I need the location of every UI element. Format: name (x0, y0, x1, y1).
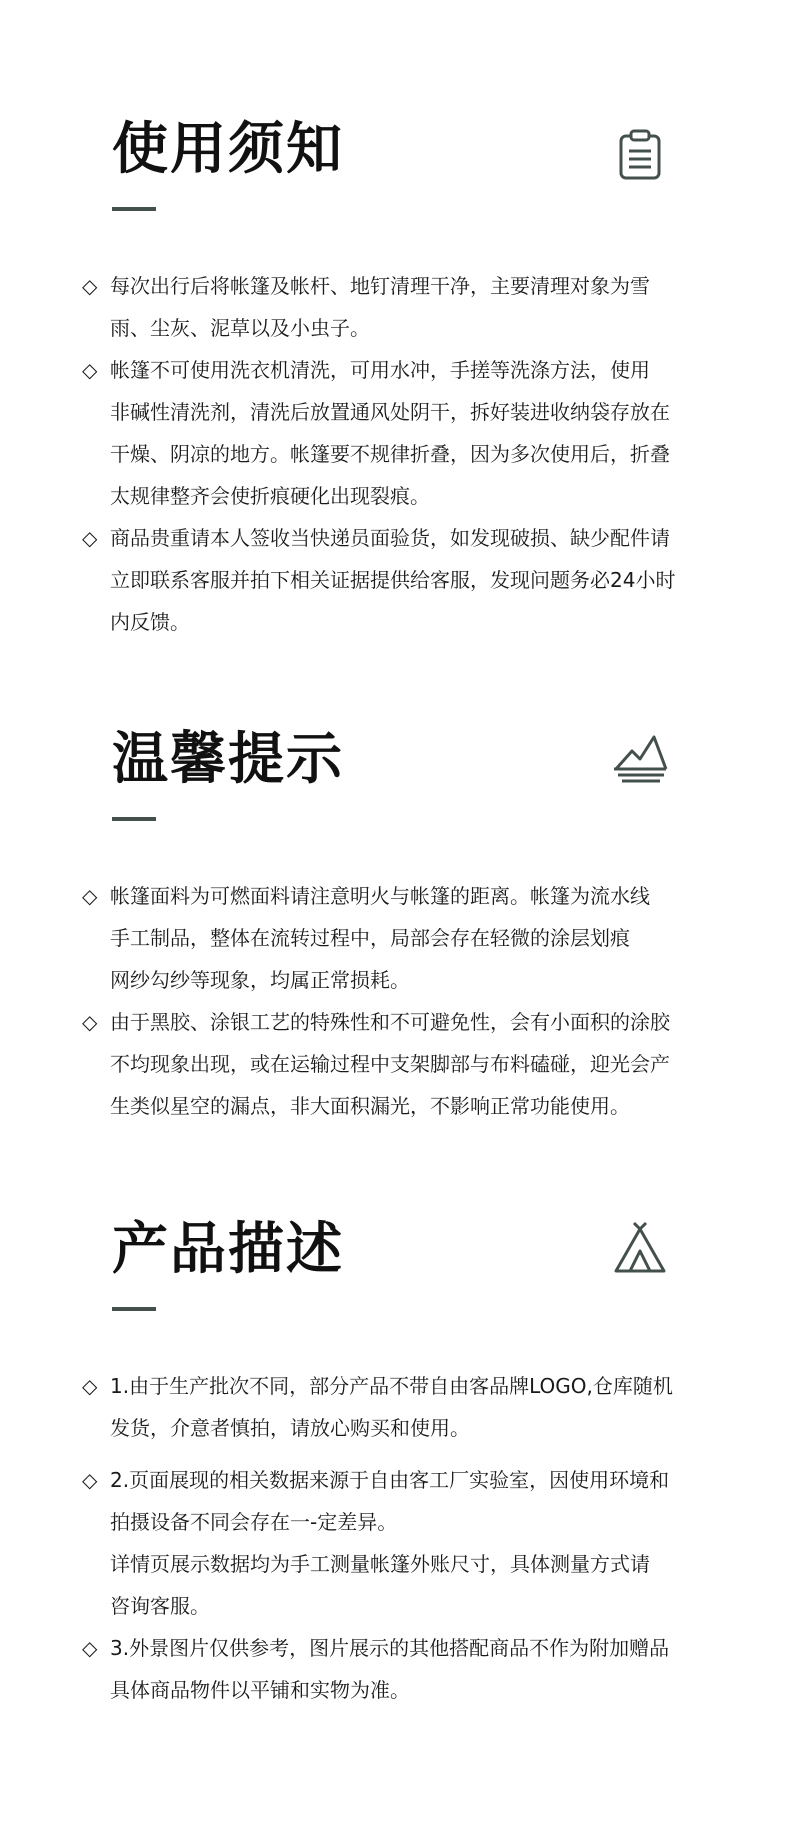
item-line: 干燥、阴凉的地方。帐篷要不规律折叠，因为多次使用后，折叠 (110, 442, 670, 466)
title-underline (112, 817, 156, 821)
clipboard-icon (612, 127, 668, 183)
item-line: 太规律整齐会使折痕硬化出现裂痕。 (110, 484, 430, 508)
diamond-bullet-icon: ◇ (82, 358, 98, 382)
item-line: 不均现象出现，或在运输过程中支架脚部与布料磕碰，迎光会产 (110, 1052, 670, 1076)
diamond-bullet-icon: ◇ (82, 884, 98, 908)
diamond-bullet-icon: ◇ (82, 274, 98, 298)
list-item (82, 1001, 722, 1127)
item-line: 具体商品物件以平铺和实物为准。 (110, 1678, 410, 1702)
product-description-list (82, 1365, 722, 1711)
list-item (82, 1459, 722, 1627)
item-line: 生类似星空的漏点，非大面积漏光，不影响正常功能使用。 (110, 1094, 630, 1118)
list-item (82, 1365, 722, 1449)
item-line: 咨询客服。 (110, 1594, 210, 1618)
list-item (82, 875, 722, 1001)
item-line: 帐篷不可使用洗衣机清洗，可用水冲，手搓等洗涤方法，使用 (110, 358, 650, 382)
item-line: 由于黑胶、涂银工艺的特殊性和不可避免性，会有小面积的涂胶 (110, 1010, 670, 1034)
title-underline (112, 207, 156, 211)
item-line: 详情页展示数据均为手工测量帐篷外账尺寸，具体测量方式请 (110, 1552, 650, 1576)
item-line: 1.由于生产批次不同，部分产品不带自由客品牌LOGO,仓库随机 (110, 1374, 673, 1398)
diamond-bullet-icon: ◇ (82, 1010, 98, 1034)
mountain-icon (612, 729, 668, 785)
item-line: 3.外景图片仅供参考，图片展示的其他搭配商品不作为附加赠品 (110, 1636, 670, 1660)
section-title: 温馨提示 (112, 727, 344, 792)
usage-notes-list (82, 265, 722, 643)
item-line: 网纱勾纱等现象，均属正常损耗。 (110, 968, 410, 992)
diamond-bullet-icon: ◇ (82, 1374, 98, 1398)
item-line: 2.页面展现的相关数据来源于自由客工厂实验室，因使用环境和 (110, 1468, 670, 1492)
list-item (82, 265, 722, 349)
item-line: 立即联系客服并拍下相关证据提供给客服，发现问题务必24小时 (110, 568, 676, 592)
warm-tips-list (82, 875, 722, 1127)
list-gap (82, 1449, 722, 1459)
section-title: 使用须知 (112, 117, 344, 182)
item-line: 拍摄设备不同会存在一-定差异。 (110, 1510, 398, 1534)
item-line: 内反馈。 (110, 610, 190, 634)
list-item (82, 517, 722, 643)
item-line: 手工制品，整体在流转过程中，局部会存在轻微的涂层划痕 (110, 926, 630, 950)
section-title: 产品描述 (112, 1217, 344, 1282)
item-line: 发货，介意者慎拍，请放心购买和使用。 (110, 1416, 470, 1440)
item-line: 非碱性清洗剂，清洗后放置通风处阴干，拆好装进收纳袋存放在 (110, 400, 670, 424)
list-item (82, 1627, 722, 1711)
diamond-bullet-icon: ◇ (82, 526, 98, 550)
title-underline (112, 1307, 156, 1311)
item-line: 每次出行后将帐篷及帐杆、地钉清理干净，主要清理对象为雪 (110, 274, 650, 298)
diamond-bullet-icon: ◇ (82, 1468, 98, 1492)
diamond-bullet-icon: ◇ (82, 1636, 98, 1660)
item-line: 帐篷面料为可燃面料请注意明火与帐篷的距离。帐篷为流水线 (110, 884, 650, 908)
item-line: 雨、尘灰、泥草以及小虫子。 (110, 316, 370, 340)
item-line: 商品贵重请本人签收当快递员面验货，如发现破损、缺少配件请 (110, 526, 670, 550)
list-item (82, 349, 722, 517)
tent-icon (612, 1221, 668, 1277)
